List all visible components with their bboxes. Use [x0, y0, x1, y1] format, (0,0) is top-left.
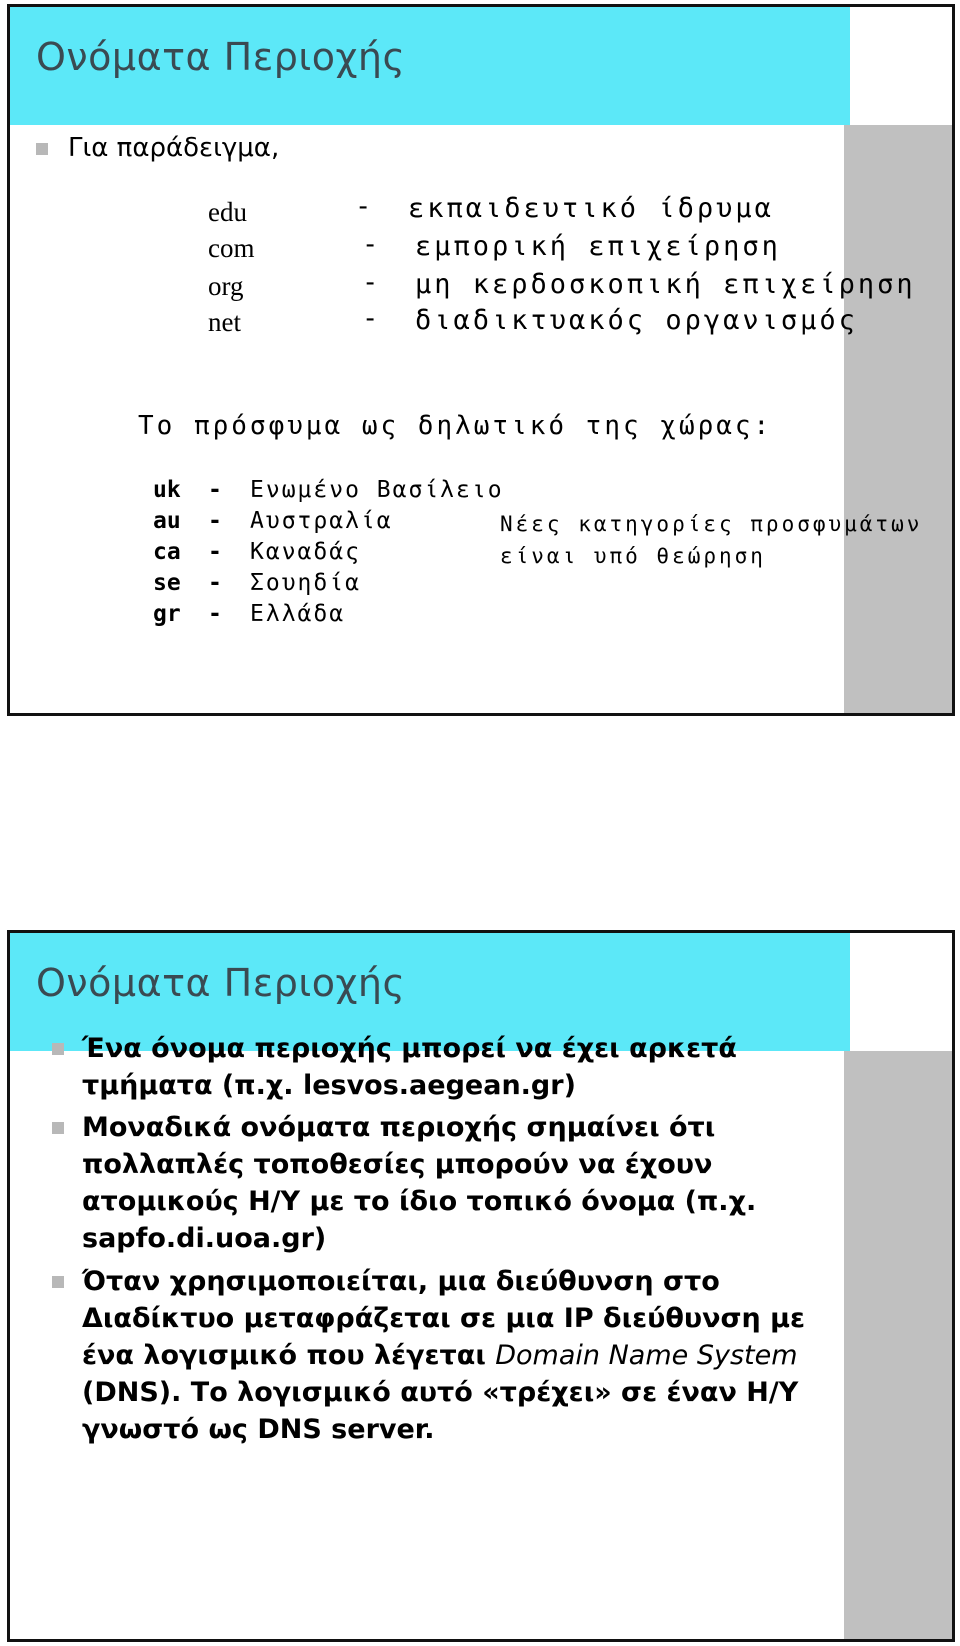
- bullet-line: τμήματα (π.χ. lesvos.aegean.gr): [82, 1070, 576, 1101]
- country-dash: -: [208, 508, 222, 534]
- bullet-line: γνωστό ως DNS server.: [82, 1414, 435, 1445]
- tld-desc: διαδικτυακός οργανισμός: [415, 305, 858, 336]
- bullet-square-icon: [52, 1043, 64, 1055]
- bullet-line-prefix: ένα λογισμικό που λέγεται: [82, 1340, 496, 1371]
- tld-code: com: [208, 233, 255, 263]
- bullet-line: [82, 1337, 798, 1374]
- bullet-line: (DNS). Το λογισμικό αυτό «τρέχει» σε έναν Η/Υ: [82, 1377, 799, 1408]
- slide-2: [7, 930, 955, 1642]
- country-code: uk: [153, 477, 181, 503]
- bullet-line: Μοναδικά ονόματα περιοχής σημαίνει ότι: [82, 1112, 716, 1143]
- tld-dash: -: [362, 267, 379, 298]
- slide-title: Ονόματα Περιοχής: [36, 961, 406, 1005]
- country-dash: -: [208, 539, 222, 565]
- slide-title: Ονόματα Περιοχής: [36, 35, 406, 79]
- bullet-line: ατομικούς Η/Υ με το ίδιο τοπικό όνομα (π.χ.: [82, 1186, 757, 1217]
- tld-code: org: [208, 271, 244, 301]
- side-gray-band: [844, 125, 952, 713]
- country-dash: -: [208, 477, 222, 503]
- intro-text: Για παράδειγμα,: [68, 133, 280, 163]
- tld-code: net: [208, 307, 241, 337]
- tld-desc: εκπαιδευτικό ίδρυμα: [408, 193, 774, 224]
- bullet-line: Ένα όνομα περιοχής μπορεί να έχει αρκετά: [82, 1033, 737, 1064]
- country-name: Αυστραλία: [250, 508, 393, 534]
- bullet-line: Διαδίκτυο μεταφράζεται σε μια IP διεύθυνση με: [82, 1303, 806, 1334]
- bullet-square-icon: [52, 1122, 64, 1134]
- country-code: au: [153, 508, 181, 534]
- country-dash: -: [208, 601, 222, 627]
- tld-desc: εμπορική επιχείρηση: [415, 231, 781, 262]
- bullet-line: Όταν χρησιμοποιείται, μια διεύθυνση στο: [82, 1266, 720, 1297]
- tld-desc: μη κερδοσκοπική επιχείρηση: [415, 269, 916, 300]
- bullet-line: sapfo.di.uoa.gr): [82, 1223, 327, 1254]
- bullet-line: πολλαπλές τοποθεσίες μπορούν να έχουν: [82, 1149, 713, 1180]
- side-gray-band: [844, 1051, 952, 1639]
- country-code: se: [153, 570, 181, 596]
- country-name: Καναδάς: [250, 539, 361, 565]
- country-code: gr: [153, 601, 181, 627]
- tld-dash: -: [362, 229, 379, 260]
- country-name: Ενωμένο Βασίλειο: [250, 477, 504, 503]
- tld-code: edu: [208, 197, 247, 227]
- tld-dash: -: [362, 303, 379, 334]
- dns-term: Domain Name System: [495, 1340, 798, 1371]
- note-line: Νέες κατηγορίες προσφυμάτων: [500, 512, 923, 536]
- country-name: Σουηδία: [250, 570, 361, 596]
- bullet-square-icon: [52, 1276, 64, 1288]
- bullet-square-icon: [36, 143, 48, 155]
- slide-1: [7, 4, 955, 716]
- tld-dash: -: [355, 191, 372, 222]
- note-line: είναι υπό θεώρηση: [500, 544, 766, 568]
- country-heading: Το πρόσφυμα ως δηλωτικό της χώρας:: [138, 411, 773, 441]
- country-code: ca: [153, 539, 181, 565]
- country-name: Ελλάδα: [250, 601, 346, 627]
- country-dash: -: [208, 570, 222, 596]
